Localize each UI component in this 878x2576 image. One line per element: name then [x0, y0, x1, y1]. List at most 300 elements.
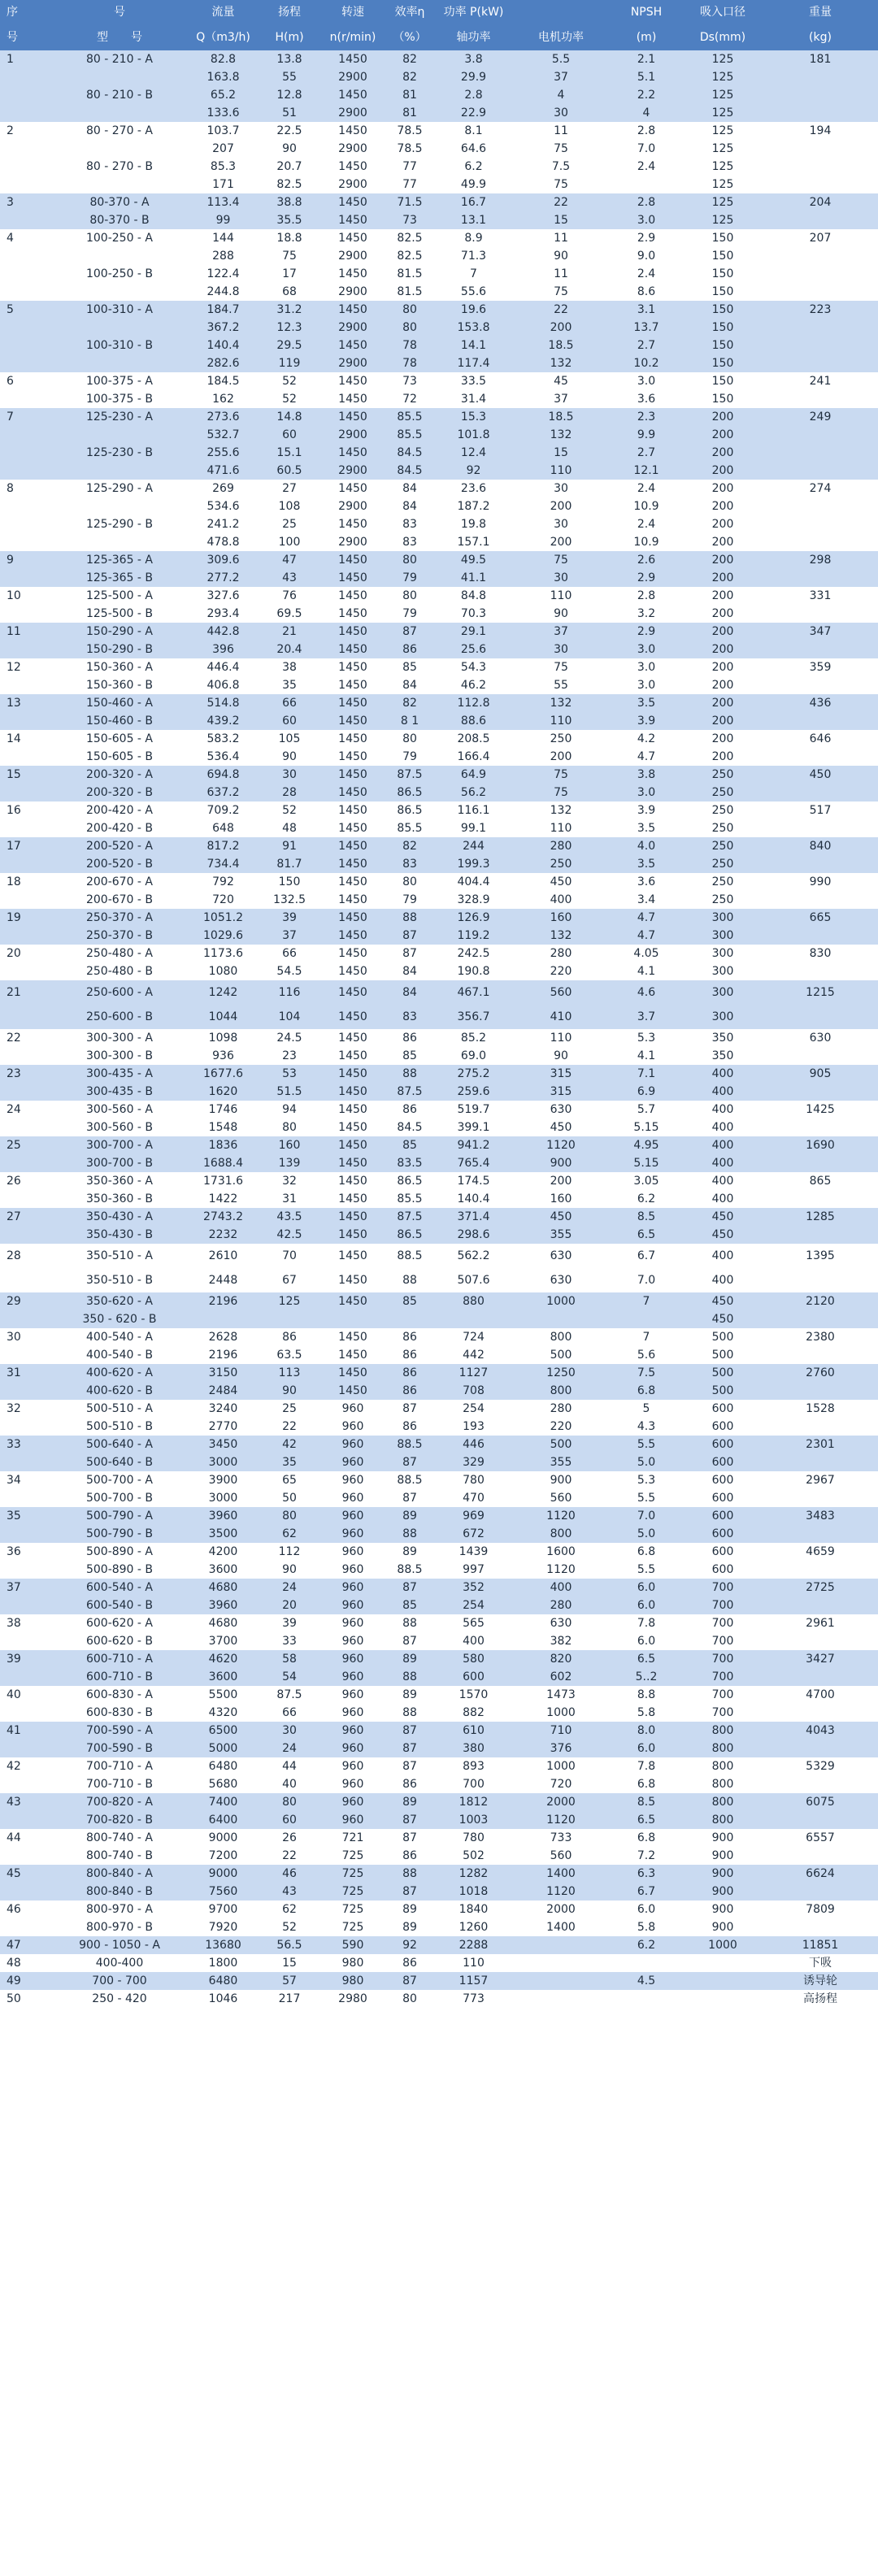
table-cell: 2232 [189, 1226, 258, 1244]
table-cell: 2610 [189, 1244, 258, 1268]
table-cell: 442.8 [189, 623, 258, 641]
table-cell: 87 [385, 945, 435, 962]
table-cell: 600-830 - A [50, 1686, 189, 1704]
table-cell: 6.8 [610, 1382, 683, 1400]
table-row [0, 730, 878, 748]
table-cell: 112 [258, 1543, 321, 1561]
table-row [0, 283, 878, 301]
table-cell [0, 1740, 50, 1757]
table-cell: 350-430 - A [50, 1208, 189, 1226]
table-cell: 4.2 [610, 730, 683, 748]
table-cell: 3600 [189, 1668, 258, 1686]
table-cell: 2 [0, 122, 50, 140]
table-cell: 200 [683, 748, 763, 766]
table-cell [0, 1525, 50, 1543]
table-cell: 1450 [321, 605, 385, 623]
table-cell: 893 [435, 1757, 512, 1775]
table-cell: 17 [0, 837, 50, 855]
table-cell: 200 [683, 694, 763, 712]
table-cell: 1690 [763, 1136, 878, 1154]
table-cell: 100-310 - B [50, 337, 189, 354]
table-cell: 4 [0, 229, 50, 247]
table-cell: 646 [763, 730, 878, 748]
table-cell: 1450 [321, 337, 385, 354]
table-cell: 80 [258, 1793, 321, 1811]
table-cell: 1450 [321, 1047, 385, 1065]
table-cell: 700 - 700 [50, 1972, 189, 1990]
table-cell: 6.5 [610, 1811, 683, 1829]
table-cell: 1570 [435, 1686, 512, 1704]
table-cell: 7.0 [610, 1268, 683, 1292]
table-cell [258, 1310, 321, 1328]
table-cell: 25 [258, 1400, 321, 1418]
table-cell: 9000 [189, 1865, 258, 1883]
table-cell: 87 [385, 1829, 435, 1847]
table-cell: 282.6 [189, 354, 258, 372]
table-cell: 2.7 [610, 444, 683, 462]
table-cell: 960 [321, 1489, 385, 1507]
table-cell: 2760 [763, 1364, 878, 1382]
table-row [0, 945, 878, 962]
table-cell: 82 [385, 837, 435, 855]
table-cell: 500 [683, 1346, 763, 1364]
table-cell: 46.2 [435, 676, 512, 694]
table-cell: 89 [385, 1793, 435, 1811]
table-cell [512, 1936, 610, 1954]
table-cell: 150 [683, 354, 763, 372]
table-cell: 280 [512, 1596, 610, 1614]
table-cell: 315 [512, 1065, 610, 1083]
table-cell: 700 [683, 1579, 763, 1596]
table-cell: 10.9 [610, 497, 683, 515]
table-cell: 49.5 [435, 551, 512, 569]
table-cell: 125-230 - A [50, 408, 189, 426]
table-cell: 4.7 [610, 748, 683, 766]
table-row [0, 408, 878, 426]
table-cell: 85 [385, 1596, 435, 1614]
table-cell: 600-540 - B [50, 1596, 189, 1614]
table-cell: 200 [683, 533, 763, 551]
table-cell [763, 1047, 878, 1065]
table-cell [0, 1704, 50, 1722]
table-cell: 400-620 - A [50, 1364, 189, 1382]
table-cell: 1450 [321, 229, 385, 247]
table-cell [763, 319, 878, 337]
table-cell: 4.05 [610, 945, 683, 962]
table-cell: 81.5 [385, 283, 435, 301]
table-row [0, 1543, 878, 1561]
table-cell: 99.1 [435, 819, 512, 837]
table-cell: 1000 [683, 1936, 763, 1954]
table-cell [763, 247, 878, 265]
table-cell: 2900 [321, 497, 385, 515]
table-cell [763, 676, 878, 694]
table-cell: 5.8 [610, 1918, 683, 1936]
table-cell [763, 1268, 878, 1292]
table-cell: 960 [321, 1418, 385, 1436]
table-cell: 350 [683, 1029, 763, 1047]
table-cell: 207 [763, 229, 878, 247]
table-cell: 5.6 [610, 1346, 683, 1364]
table-cell: 820 [512, 1650, 610, 1668]
table-cell: 75 [512, 140, 610, 158]
table-cell [763, 1418, 878, 1436]
table-cell: 1450 [321, 372, 385, 390]
table-cell: 13.8 [258, 50, 321, 68]
table-cell: 150 [683, 337, 763, 354]
table-cell: 500-510 - B [50, 1418, 189, 1436]
table-cell: 960 [321, 1614, 385, 1632]
table-cell: 82 [385, 694, 435, 712]
table-cell: 153.8 [435, 319, 512, 337]
table-cell [512, 1954, 610, 1972]
table-cell: 410 [512, 1005, 610, 1029]
table-cell: 960 [321, 1543, 385, 1561]
table-cell [763, 1346, 878, 1364]
table-cell: 50 [0, 1990, 50, 2008]
table-cell: 244.8 [189, 283, 258, 301]
table-cell: 66 [258, 694, 321, 712]
table-cell: 10.2 [610, 354, 683, 372]
table-cell: 2900 [321, 176, 385, 193]
table-cell: 600 [683, 1418, 763, 1436]
table-cell [763, 1668, 878, 1686]
table-cell: 199.3 [435, 855, 512, 873]
table-cell: 200-320 - B [50, 784, 189, 801]
table-cell: 1250 [512, 1364, 610, 1382]
table-cell [0, 68, 50, 86]
table-cell [763, 1918, 878, 1936]
table-cell: 2484 [189, 1382, 258, 1400]
table-cell [0, 1418, 50, 1436]
table-cell: 22.9 [435, 104, 512, 122]
table-cell: 84 [385, 676, 435, 694]
table-cell: 52 [258, 390, 321, 408]
table-cell: 150 [683, 247, 763, 265]
table-cell: 54.5 [258, 962, 321, 980]
table-cell: 2900 [321, 462, 385, 480]
table-cell: 125-500 - A [50, 587, 189, 605]
table-cell: 83 [385, 1005, 435, 1029]
table-cell: 5329 [763, 1757, 878, 1775]
table-cell: 200-520 - B [50, 855, 189, 873]
table-cell: 2900 [321, 247, 385, 265]
table-cell: 20 [258, 1596, 321, 1614]
table-cell: 78.5 [385, 122, 435, 140]
table-cell: 467.1 [435, 980, 512, 1005]
table-cell: 941.2 [435, 1136, 512, 1154]
table-cell: 104 [258, 1005, 321, 1029]
table-cell: 160 [258, 1136, 321, 1154]
header-cell: NPSH [610, 0, 683, 25]
table-cell [0, 1047, 50, 1065]
table-cell [763, 605, 878, 623]
table-cell: 720 [512, 1775, 610, 1793]
table-cell: 2900 [321, 533, 385, 551]
table-cell: 1450 [321, 390, 385, 408]
table-cell: 162 [189, 390, 258, 408]
table-cell: 300 [683, 962, 763, 980]
table-cell [763, 1632, 878, 1650]
table-cell: 100-250 - A [50, 229, 189, 247]
table-cell: 1450 [321, 1190, 385, 1208]
table-cell [610, 1310, 683, 1328]
table-cell: 700-710 - B [50, 1775, 189, 1793]
table-cell: 25 [258, 515, 321, 533]
table-cell: 1450 [321, 694, 385, 712]
table-cell: 21 [258, 623, 321, 641]
table-cell [0, 1005, 50, 1029]
table-cell: 110 [512, 462, 610, 480]
table-cell: 160 [512, 909, 610, 927]
table-cell: 27 [258, 480, 321, 497]
table-cell: 1450 [321, 1136, 385, 1154]
table-cell: 81 [385, 104, 435, 122]
table-cell: 709.2 [189, 801, 258, 819]
table-cell: 960 [321, 1471, 385, 1489]
table-row [0, 1525, 878, 1543]
table-cell: 208.5 [435, 730, 512, 748]
table-cell: 200 [683, 712, 763, 730]
header-cell: (m) [610, 25, 683, 50]
table-cell [50, 319, 189, 337]
table-cell: 71.3 [435, 247, 512, 265]
table-row [0, 694, 878, 712]
table-cell: 7 [0, 408, 50, 426]
table-row [0, 1328, 878, 1346]
table-cell: 125-290 - B [50, 515, 189, 533]
table-cell: 309.6 [189, 551, 258, 569]
table-cell: 562.2 [435, 1244, 512, 1268]
table-cell: 327.6 [189, 587, 258, 605]
table-row [0, 605, 878, 623]
table-cell: 560 [512, 1489, 610, 1507]
table-cell: 81.7 [258, 855, 321, 873]
table-cell: 2.4 [610, 515, 683, 533]
table-cell: 16.7 [435, 193, 512, 211]
table-cell: 800 [683, 1793, 763, 1811]
table-cell [0, 748, 50, 766]
table-row [0, 1954, 878, 1972]
table-cell: 648 [189, 819, 258, 837]
table-row [0, 587, 878, 605]
table-cell: 80 [385, 730, 435, 748]
table-cell: 81 [385, 86, 435, 104]
table-row [0, 1268, 878, 1292]
table-cell: 15 [258, 1954, 321, 1972]
table-cell: 73 [385, 372, 435, 390]
table-row [0, 193, 878, 211]
table-cell: 250-480 - B [50, 962, 189, 980]
table-cell: 4.5 [610, 1972, 683, 1990]
header-cell: 扬程 [258, 0, 321, 25]
table-cell: 100-250 - B [50, 265, 189, 283]
table-cell: 6.5 [610, 1650, 683, 1668]
table-row [0, 1083, 878, 1101]
table-cell [512, 1310, 610, 1328]
table-cell: 293.4 [189, 605, 258, 623]
table-cell: 580 [435, 1650, 512, 1668]
table-cell: 92 [385, 1936, 435, 1954]
table-row [0, 819, 878, 837]
table-cell: 200 [512, 319, 610, 337]
table-cell: 724 [435, 1328, 512, 1346]
table-cell: 19.6 [435, 301, 512, 319]
table-cell: 13680 [189, 1936, 258, 1954]
table-cell: 150-290 - A [50, 623, 189, 641]
table-cell: 87 [385, 1883, 435, 1901]
table-cell: 350 - 620 - B [50, 1310, 189, 1328]
table-cell [0, 1083, 50, 1101]
table-cell: 29.1 [435, 623, 512, 641]
table-cell: 1215 [763, 980, 878, 1005]
table-cell: 12 [0, 658, 50, 676]
table-cell [0, 1632, 50, 1650]
table-row [0, 390, 878, 408]
table-cell: 6.2 [435, 158, 512, 176]
table-cell: 125 [683, 193, 763, 211]
table-cell: 6.2 [610, 1936, 683, 1954]
table-cell: 9 [0, 551, 50, 569]
table-cell: 132.5 [258, 891, 321, 909]
table-cell: 800-970 - B [50, 1918, 189, 1936]
table-cell: 400-540 - A [50, 1328, 189, 1346]
table-cell: 5.3 [610, 1471, 683, 1489]
table-cell: 79 [385, 891, 435, 909]
table-cell [321, 1310, 385, 1328]
table-cell: 300 [683, 1005, 763, 1029]
table-cell: 800 [683, 1811, 763, 1829]
table-cell [0, 1154, 50, 1172]
table-cell: 734.4 [189, 855, 258, 873]
table-row [0, 712, 878, 730]
table-cell: 37 [0, 1579, 50, 1596]
table-cell: 18.5 [512, 408, 610, 426]
table-cell: 110 [435, 1954, 512, 1972]
table-cell: 22.5 [258, 122, 321, 140]
table-cell: 78.5 [385, 140, 435, 158]
table-cell [0, 855, 50, 873]
table-cell: 78 [385, 337, 435, 354]
table-cell: 84 [385, 962, 435, 980]
table-cell [50, 140, 189, 158]
table-cell: 250 [683, 873, 763, 891]
table-cell: 269 [189, 480, 258, 497]
table-cell: 1450 [321, 623, 385, 641]
table-cell: 86 [385, 1954, 435, 1972]
table-cell: 87.5 [385, 766, 435, 784]
table-cell [763, 1740, 878, 1757]
table-cell: 1120 [512, 1883, 610, 1901]
table-cell: 5500 [189, 1686, 258, 1704]
table-cell: 5.5 [610, 1561, 683, 1579]
table-cell: 200-520 - A [50, 837, 189, 855]
table-cell: 3.2 [610, 605, 683, 623]
table-cell: 31 [0, 1364, 50, 1382]
table-cell: 86.5 [385, 1226, 435, 1244]
header-row [0, 25, 878, 50]
header-cell: 吸入口径 [683, 0, 763, 25]
table-row [0, 1865, 878, 1883]
table-cell: 200-670 - A [50, 873, 189, 891]
table-cell: 725 [321, 1918, 385, 1936]
table-cell: 75 [512, 658, 610, 676]
table-cell: 34 [0, 1471, 50, 1489]
table-cell [0, 86, 50, 104]
table-cell: 2.8 [610, 193, 683, 211]
table-row [0, 962, 878, 980]
table-cell: 200 [683, 426, 763, 444]
table-cell: 800 [683, 1757, 763, 1775]
table-cell: 14.8 [258, 408, 321, 426]
table-cell: 23 [0, 1065, 50, 1083]
table-cell: 900 [683, 1883, 763, 1901]
table-cell: 3.8 [435, 50, 512, 68]
table-cell: 1450 [321, 158, 385, 176]
table-cell: 88 [385, 1668, 435, 1686]
table-cell: 200 [683, 641, 763, 658]
table-row [0, 533, 878, 551]
table-cell: 2.9 [610, 623, 683, 641]
table-cell: 960 [321, 1811, 385, 1829]
table-cell: 960 [321, 1704, 385, 1722]
table-cell: 27 [0, 1208, 50, 1226]
table-cell: 470 [435, 1489, 512, 1507]
table-cell: 150 [683, 301, 763, 319]
table-cell: 190.8 [435, 962, 512, 980]
table-cell: 800-970 - A [50, 1901, 189, 1918]
table-row [0, 1936, 878, 1954]
table-row [0, 837, 878, 855]
table-cell: 830 [763, 945, 878, 962]
table-cell: 725 [321, 1883, 385, 1901]
table-cell: 5.0 [610, 1453, 683, 1471]
table-cell: 7560 [189, 1883, 258, 1901]
table-cell: 38 [0, 1614, 50, 1632]
table-cell: 350-510 - B [50, 1268, 189, 1292]
table-cell: 89 [385, 1543, 435, 1561]
table-cell: 56.2 [435, 784, 512, 801]
table-cell [0, 1119, 50, 1136]
table-cell: 79 [385, 569, 435, 587]
table-cell: 30 [0, 1328, 50, 1346]
table-cell: 132 [512, 426, 610, 444]
table-cell: 200 [512, 497, 610, 515]
table-cell: 1450 [321, 301, 385, 319]
table-row [0, 337, 878, 354]
table-cell: 91 [258, 837, 321, 855]
table-cell: 700 [683, 1704, 763, 1722]
table-cell: 865 [763, 1172, 878, 1190]
table-row [0, 68, 878, 86]
table-cell: 1450 [321, 86, 385, 104]
table-cell: 710 [512, 1722, 610, 1740]
table-cell: 39 [258, 1614, 321, 1632]
table-cell: 1450 [321, 873, 385, 891]
table-cell: 4620 [189, 1650, 258, 1668]
table-cell: 6.9 [610, 1083, 683, 1101]
table-cell [763, 1382, 878, 1400]
table-cell: 1731.6 [189, 1172, 258, 1190]
table-cell: 84 [385, 497, 435, 515]
table-cell: 5.1 [610, 68, 683, 86]
table-cell [683, 1972, 763, 1990]
table-cell: 125 [683, 140, 763, 158]
table-cell: 960 [321, 1436, 385, 1453]
table-cell: 2.8 [610, 587, 683, 605]
table-cell: 132 [512, 927, 610, 945]
table-cell: 400 [683, 1065, 763, 1083]
